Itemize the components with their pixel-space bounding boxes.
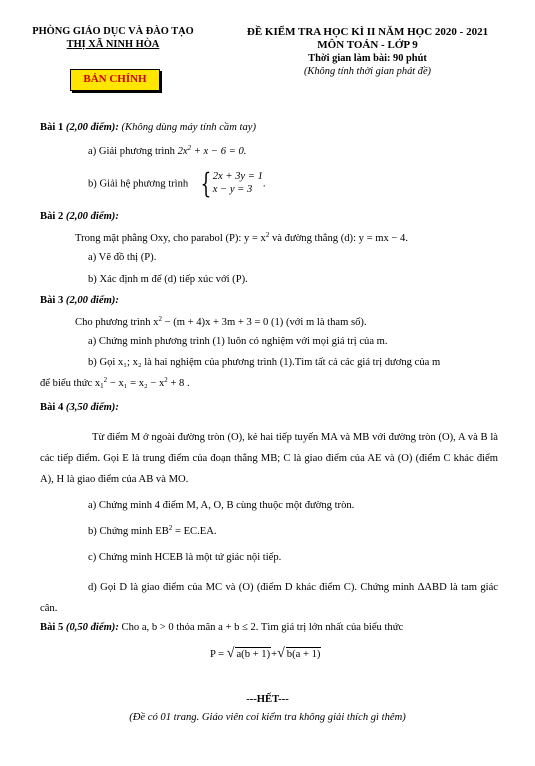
- question-1-heading: [40, 121, 256, 134]
- end-marker: ---HẾT---: [246, 694, 289, 705]
- question-1-label: Bài 1: [40, 122, 64, 133]
- question-3-label: Bài 3: [40, 295, 64, 306]
- question-3-heading: [40, 294, 119, 307]
- exam-subject: MÔN TOÁN - LỚP 9: [317, 39, 418, 52]
- question-3-points: (2,00 điểm):: [63, 295, 119, 306]
- question-5-points: (0,50 điểm):: [63, 622, 119, 633]
- root-1: a(b + 1): [236, 649, 271, 660]
- question-5-heading: [40, 621, 403, 634]
- question-3b-line-1: b) Gọi x₁; x₂ là hai nghiệm của phương trình (1).Tìm tất cả các giá trị dương của m: [88, 357, 441, 368]
- question-1-points: (2,00 điểm):: [63, 122, 119, 133]
- question-4b: b) Chứng minh $EB^2 = EC.EA$.: [88, 524, 217, 537]
- question-1a: [88, 145, 246, 158]
- question-5-label: Bài 5: [40, 622, 64, 633]
- district-name: THỊ XÃ NINH HÒA: [66, 38, 160, 50]
- department-block: [18, 26, 208, 51]
- question-4-label: Bài 4: [40, 402, 64, 413]
- question-2-heading: [40, 210, 119, 223]
- question-2b: b) Xác định m để (d) tiếp xúc với (P).: [88, 274, 248, 285]
- question-1a-expr: $2x^2 + x - 6 = 0$.: [177, 144, 247, 157]
- exam-title: ĐỀ KIỂM TRA HỌC KÌ II NĂM HỌC 2020 - 2021: [246, 26, 489, 38]
- system-row-2: x − y = 3: [212, 184, 253, 195]
- department-name: PHÒNG GIÁO DỤC VÀ ĐÀO TẠO: [32, 26, 194, 37]
- exam-header: [205, 26, 530, 78]
- question-3b-line-2: để biểu thức $x_1^2 - x_1 = x_2 - x^2 + 8$ .: [40, 376, 190, 390]
- question-2-label: Bài 2: [40, 211, 64, 222]
- question-5-expression: P = √ a(b + 1)+√ b(a + 1): [210, 646, 321, 661]
- footer-note: (Đề có 01 trang. Giáo viên coi kiểm tra không giải thích gì thêm): [129, 712, 406, 723]
- system-row-1: 2x + 3y = 1: [212, 171, 263, 183]
- question-5-intro: Cho a, b > 0 thỏa mãn a + b ≤ 2. Tìm giá trị lớn nhất của biểu thức: [118, 622, 404, 633]
- exam-duration: Thời gian làm bài: 90 phút: [308, 52, 427, 64]
- question-4c: c) Chứng minh HCEB là một tứ giác nội tiếp.: [88, 552, 282, 563]
- question-4-points: (3,50 điểm):: [63, 402, 119, 413]
- question-4-heading: [40, 401, 119, 414]
- question-1a-text: a) Giải phương trình: [88, 146, 178, 157]
- root-2: b(a + 1): [286, 649, 321, 660]
- question-4d: d) Gọi D là giao điểm của MC và (O) (điểm D khác điểm C). Chứng minh ΔABD là tam giác cân.: [40, 582, 498, 615]
- question-2a: a) Vẽ đồ thị (P).: [88, 252, 157, 263]
- question-4a: a) Chứng minh 4 điểm M, A, O, B cùng thuộc một đường tròn.: [88, 500, 355, 511]
- question-4-intro: Từ điểm M ở ngoài đường tròn (O), kẻ hai tiếp tuyến MA và MB với đường tròn (O), A và B là các tiếp điểm. Gọi E là trung điểm của đoạn thẳng MB; C là giao điểm của AE và (O) (điểm C khác điểm A), H là giao điểm của AB và MO.: [40, 432, 498, 486]
- equation-system: { 2x + 3y = 1 x − y = 3: [200, 167, 263, 200]
- official-copy-stamp: BẢN CHÍNH: [70, 69, 160, 91]
- question-3a: a) Chứng minh phương trình (1) luôn có nghiệm với mọi giá trị của m.: [88, 336, 388, 347]
- question-2-points: (2,00 điểm):: [63, 211, 119, 222]
- question-2-intro: Trong mặt phẳng Oxy, cho parabol (P): $y = x^2$ và đường thẳng (d): y = mx − 4.: [75, 231, 408, 244]
- question-1-note: (Không dùng máy tính cầm tay): [118, 122, 256, 133]
- question-1b-text: b) Giải hệ phương trình: [88, 178, 191, 190]
- question-3-intro: Cho phương trình $x^2 - (m + 4)x + 3m + 3 = 0$ (1) (với m là tham số).: [75, 315, 367, 328]
- exam-duration-note: (Không tính thời gian phát đề): [303, 65, 432, 77]
- question-1b: b) Giải hệ phương trình { 2x + 3y = 1 x − y = 3 .: [88, 167, 266, 200]
